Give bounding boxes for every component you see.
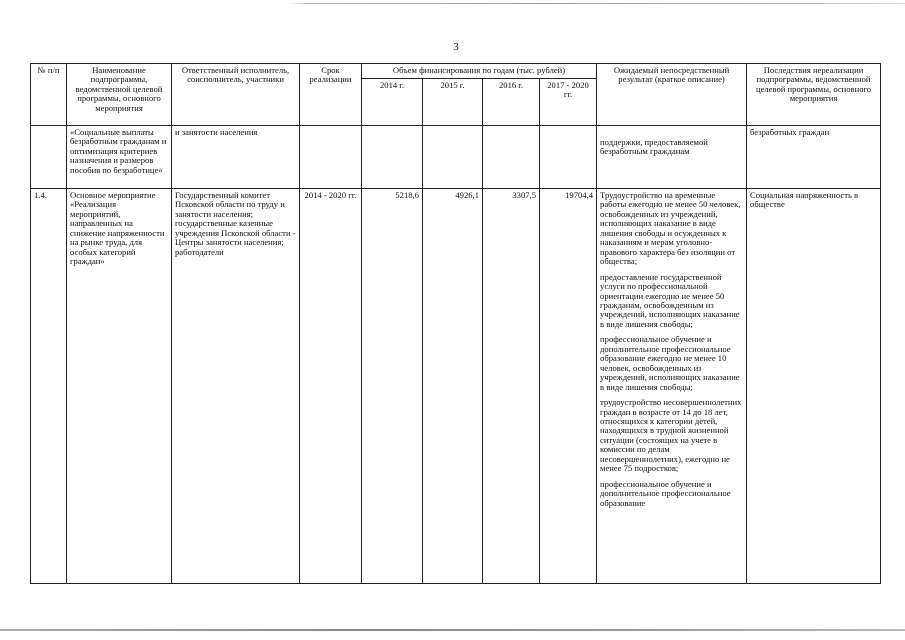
header-year-2017-2020: 2017 - 2020 гг. [540, 79, 597, 126]
header-period: Срок реализации [300, 64, 362, 126]
cell-value-2017-2020 [540, 126, 597, 189]
header-name: Наименование подпрограммы, ведомственной целевой программы, основного мероприятия [67, 64, 172, 126]
cell-period: 2014 - 2020 гг. [300, 189, 362, 584]
result-paragraph: предоставление государственной услуги по профессиональной ориентации ежегодно не менее 50 гражданам, освобожденным из учреждений, исполняющих наказание в виде лишения свободы; [600, 271, 740, 329]
page-number: 3 [453, 41, 459, 53]
header-year-2016: 2016 г. [483, 79, 540, 126]
cell-result [597, 126, 747, 189]
cell-num: 1.4. [31, 189, 67, 584]
cell-value-2017-2020: 19704,4 [540, 189, 597, 584]
result-text: поддержки, предоставляемой безработным гражданам [600, 137, 708, 157]
header-year-2014: 2014 г. [362, 79, 423, 126]
cell-name: Основное мероприятие «Реализация мероприятий, направленных на снижение напряженности на рынке труда, для особых категорий граждан» [67, 189, 172, 584]
header-financing: Объем финансирования по годам (тыс. рублей) [362, 64, 597, 79]
cell-consequence: Социальная напряженность в обществе [747, 189, 881, 584]
cell-value-2015 [423, 126, 483, 189]
cell-value-2014: 5218,6 [362, 189, 423, 584]
header-consequences: Последствия нереализации подпрограммы, ведомственной целевой программы, основного мероприятия [747, 64, 881, 126]
cell-result [597, 189, 747, 584]
result-paragraph: профессиональное обучение и дополнительное профессиональное образование [600, 478, 731, 508]
cell-responsible: и занятости населения [172, 126, 300, 189]
cell-value-2016 [483, 126, 540, 189]
result-paragraph: профессиональное обучение и дополнительное профессиональное образование ежегодно не менее 10 человек, освобожденных из учреждений, исполняющих наказание в виде лишения свободы; [600, 334, 740, 392]
table-row [31, 189, 881, 584]
cell-value-2016: 3307,5 [483, 189, 540, 584]
scan-edge-top [0, 3, 905, 4]
header-expected-result: Ожидаемый непосредственный результат (краткое описание) [597, 64, 747, 126]
cell-consequence: безработных граждан [747, 126, 881, 189]
result-paragraph: трудоустройство несовершеннолетних граждан в возрасте от 14 до 18 лет, относящихся к категории детей, находящихся в трудной жизненной ситуации (состоящих на учете в комиссии по делам несовершеннолетних), ежегодно не менее 75 подростков; [600, 397, 742, 474]
result-paragraph: Трудоустройство на временные работы ежегодно не менее 50 человек, освобожденных из учреждений, исполняющих наказание в виде лишения свободы и осужденных к наказаниям и мерам уголовно-правового характера без изоляции от общества; [600, 190, 741, 267]
scan-edge-bottom [0, 629, 905, 631]
cell-name: «Социальные выплаты безработным гражданам и оптимизация критериев назначения и размеров пособия по безработице» [67, 126, 172, 189]
program-table [30, 63, 881, 584]
header-year-2015: 2015 г. [423, 79, 483, 126]
cell-value-2014 [362, 126, 423, 189]
cell-value-2015: 4926,1 [423, 189, 483, 584]
header-responsible: Ответственный исполнитель, соисполнитель, участники [172, 64, 300, 126]
cell-period [300, 126, 362, 189]
table-row [31, 126, 881, 189]
cell-num [31, 126, 67, 189]
cell-responsible: Государственный комитет Псковской области по труду и занятости населения; государственные казенные учреждения Псковской области - Центры занятости населения; работодатели [172, 189, 300, 584]
header-num: № п/п [31, 64, 67, 126]
